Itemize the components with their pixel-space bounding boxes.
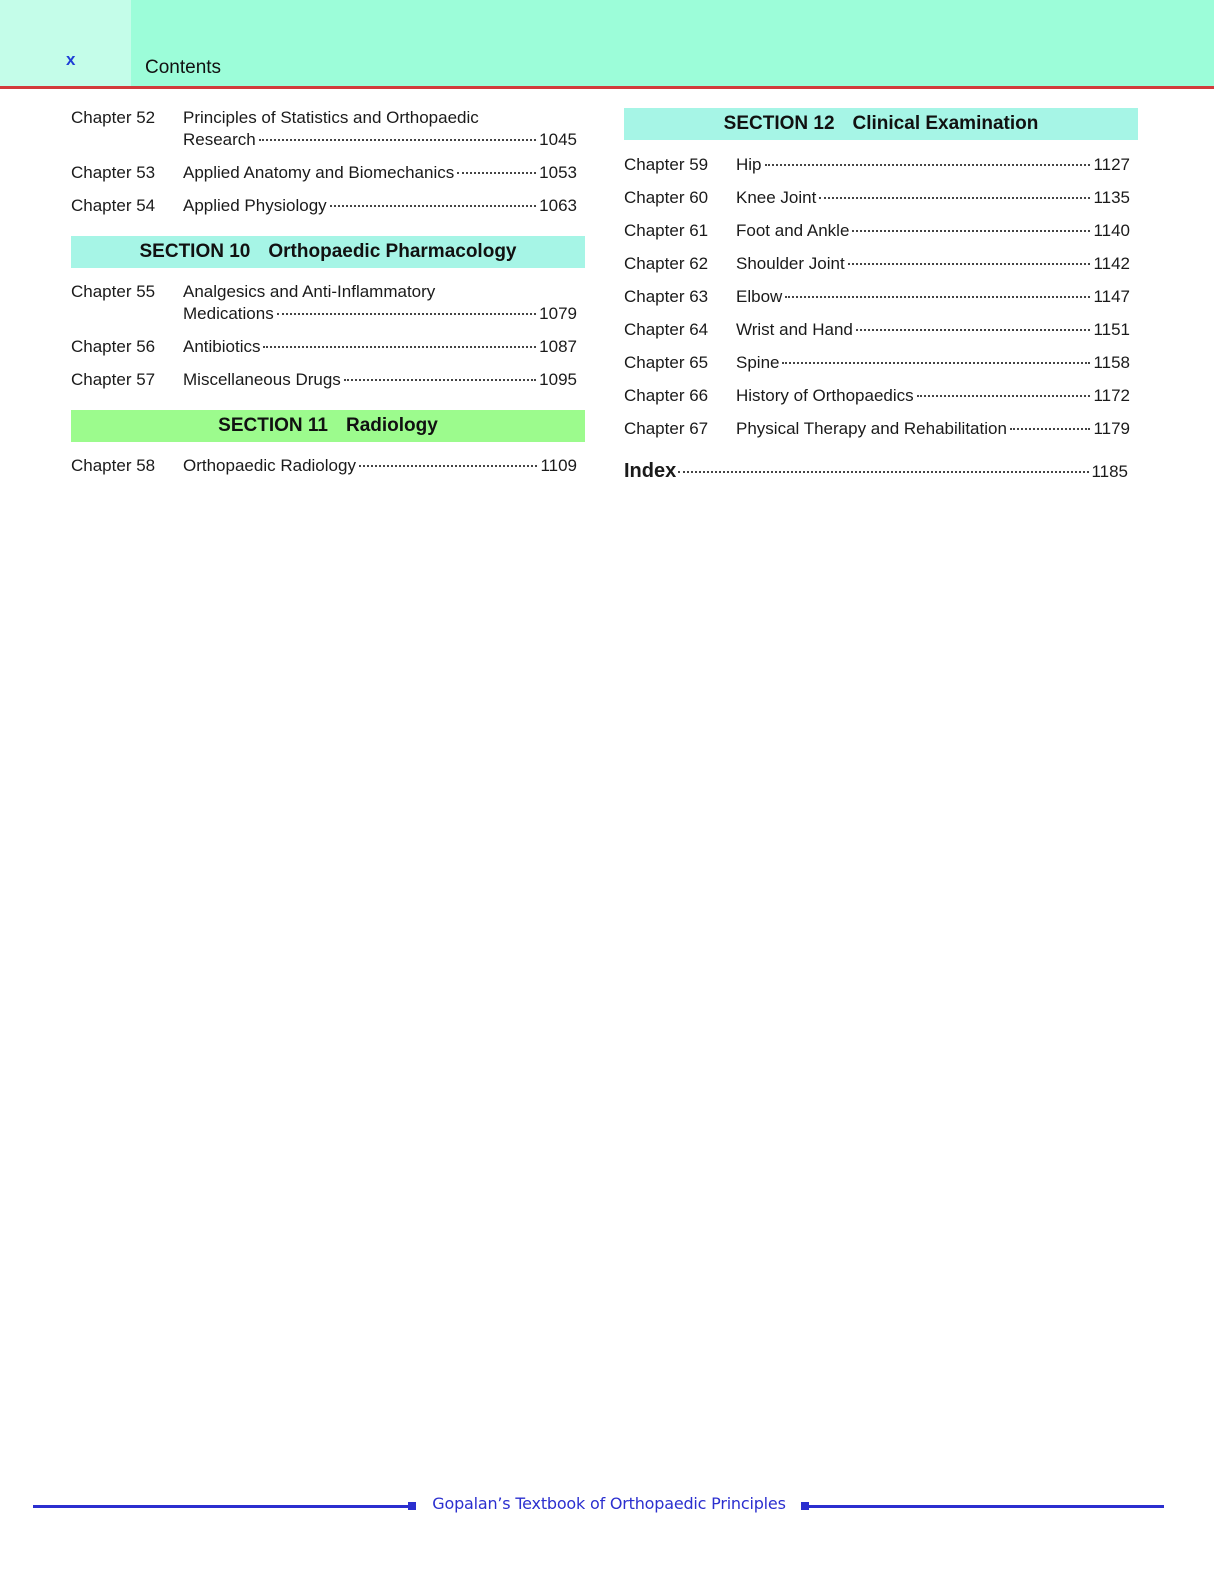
toc-entry[interactable] — [624, 352, 1138, 374]
chapter-title: Applied Physiology — [183, 196, 327, 215]
page-number: 1109 — [540, 456, 577, 475]
section-heading — [71, 410, 585, 442]
leader-dots — [1010, 427, 1091, 430]
toc-entry[interactable] — [624, 286, 1138, 308]
index-page: 1185 — [1091, 462, 1128, 481]
chapter-title-line — [183, 281, 577, 303]
chapter-title-line — [736, 385, 1130, 407]
chapter-title: History of Orthopaedics — [736, 386, 914, 405]
toc-entry[interactable] — [71, 455, 585, 477]
chapter-title-line — [183, 162, 577, 184]
chapter-number: Chapter 66 — [624, 386, 709, 405]
chapter-title: Elbow — [736, 287, 783, 306]
leader-dots — [277, 312, 536, 315]
chapter-title-line — [736, 286, 1130, 308]
toc-index-entry[interactable] — [624, 460, 1128, 483]
chapter-title-line — [736, 253, 1130, 275]
toc-entry[interactable] — [71, 281, 585, 325]
toc-entry[interactable] — [624, 418, 1138, 440]
leader-dots — [819, 196, 1090, 199]
chapter-title-block — [736, 385, 1130, 407]
leader-dots — [263, 345, 536, 348]
toc-entry[interactable] — [71, 369, 585, 391]
leader-dots — [678, 470, 1089, 473]
chapter-title: Antibiotics — [183, 337, 261, 356]
section-label: SECTION 11 — [218, 415, 328, 436]
chapter-title: Research — [183, 130, 256, 149]
chapter-title-block — [183, 107, 577, 151]
chapter-title-block — [183, 281, 577, 325]
chapter-title-block — [736, 253, 1130, 275]
page-number: 1142 — [1093, 254, 1130, 273]
leader-dots — [856, 328, 1091, 331]
chapter-number: Chapter 64 — [624, 320, 709, 339]
chapter-title-block — [736, 154, 1130, 176]
chapter-title-block — [736, 352, 1130, 374]
chapter-title-line — [183, 455, 577, 477]
chapter-title: Knee Joint — [736, 188, 817, 207]
chapter-title: Shoulder Joint — [736, 254, 845, 273]
page-number: 1158 — [1093, 353, 1130, 372]
toc-entry[interactable] — [71, 162, 585, 184]
leader-dots — [782, 361, 1090, 364]
chapter-title-block — [736, 319, 1130, 341]
leader-dots — [785, 295, 1090, 298]
toc-chapter-group — [71, 281, 585, 391]
footer-rule-left — [33, 1505, 413, 1508]
chapter-number: Chapter 57 — [71, 370, 156, 389]
page-number: 1179 — [1093, 419, 1130, 438]
leader-dots — [457, 171, 536, 174]
chapter-title: Principles of Statistics and Orthopaedic — [183, 108, 479, 127]
chapter-title: Foot and Ankle — [736, 221, 850, 240]
leader-dots — [917, 394, 1091, 397]
section-heading — [624, 108, 1138, 140]
page-number: x — [66, 50, 76, 69]
section-title: Radiology — [345, 415, 438, 436]
toc-entry[interactable] — [624, 253, 1138, 275]
chapter-number: Chapter 52 — [71, 108, 156, 127]
chapter-title: Applied Anatomy and Biomechanics — [183, 163, 455, 182]
page-number: 1135 — [1093, 188, 1130, 207]
chapter-title-line — [736, 352, 1130, 374]
chapter-number: Chapter 58 — [71, 456, 156, 475]
section-label: SECTION 10 — [139, 241, 251, 262]
page-number: 1079 — [539, 304, 577, 323]
chapter-title-line — [736, 154, 1130, 176]
toc-entry[interactable] — [624, 220, 1138, 242]
chapter-title-block — [736, 220, 1130, 242]
toc-chapter-group — [71, 455, 585, 477]
chapter-number: Chapter 60 — [624, 188, 709, 207]
chapter-title-line — [183, 195, 577, 217]
section-title: Clinical Examination — [852, 113, 1039, 134]
chapter-title-line — [736, 319, 1130, 341]
toc-entry[interactable] — [71, 195, 585, 217]
toc-entry[interactable] — [624, 319, 1138, 341]
index-label: Index — [624, 460, 677, 482]
page-number: 1140 — [1093, 221, 1130, 240]
toc-right-column — [624, 108, 1138, 483]
page-number-block — [0, 0, 131, 86]
chapter-title: Analgesics and Anti-Inflammatory — [183, 282, 436, 301]
toc-left-column — [71, 107, 585, 488]
page-number: 1151 — [1093, 320, 1130, 339]
footer-rule-right — [806, 1505, 1164, 1508]
page-number: 1053 — [539, 163, 577, 182]
chapter-number: Chapter 54 — [71, 196, 156, 215]
chapter-title-line — [736, 418, 1130, 440]
chapter-title-line — [736, 220, 1130, 242]
leader-dots — [852, 229, 1090, 232]
chapter-number: Chapter 53 — [71, 163, 156, 182]
chapter-number: Chapter 56 — [71, 337, 156, 356]
chapter-title-line — [183, 369, 577, 391]
toc-entry[interactable] — [624, 154, 1138, 176]
page-number: 1045 — [539, 130, 577, 149]
chapter-title: Spine — [736, 353, 780, 372]
chapter-title-block — [183, 162, 577, 184]
footer-book-title: Gopalan’s Textbook of Orthopaedic Principles — [432, 1494, 786, 1513]
leader-dots — [330, 204, 537, 207]
section-title: Orthopaedic Pharmacology — [268, 241, 517, 262]
leader-dots — [259, 138, 536, 141]
toc-entry[interactable] — [71, 107, 585, 151]
chapter-title-line — [183, 303, 577, 325]
chapter-title-block — [183, 369, 577, 391]
page-number: 1127 — [1093, 155, 1130, 174]
page-header — [0, 0, 1214, 89]
chapter-title-block — [183, 336, 577, 358]
chapter-title-block — [183, 195, 577, 217]
chapter-title: Wrist and Hand — [736, 320, 853, 339]
chapter-title: Physical Therapy and Rehabilitation — [736, 419, 1007, 438]
chapter-number: Chapter 55 — [71, 282, 156, 301]
footer-square-left — [408, 1502, 416, 1510]
chapter-number: Chapter 67 — [624, 419, 709, 438]
leader-dots — [344, 378, 536, 381]
chapter-number: Chapter 65 — [624, 353, 709, 372]
page-number: 1172 — [1093, 386, 1130, 405]
chapter-number: Chapter 63 — [624, 287, 709, 306]
chapter-title: Orthopaedic Radiology — [183, 456, 356, 475]
header-title: Contents — [145, 57, 222, 78]
chapter-title: Medications — [183, 304, 274, 323]
section-heading — [71, 236, 585, 268]
chapter-title: Miscellaneous Drugs — [183, 370, 341, 389]
page-number: 1087 — [539, 337, 577, 356]
section-label: SECTION 12 — [723, 113, 835, 134]
page-number: 1095 — [539, 370, 577, 389]
toc-chapter-group — [71, 107, 585, 217]
leader-dots — [359, 464, 537, 467]
chapter-title-line — [183, 336, 577, 358]
chapter-title-line — [183, 107, 577, 129]
chapter-number: Chapter 61 — [624, 221, 709, 240]
leader-dots — [848, 262, 1091, 265]
chapter-title-block — [736, 187, 1130, 209]
chapter-title-block — [183, 455, 577, 477]
toc-chapter-group — [624, 154, 1138, 440]
chapter-title: Hip — [736, 155, 762, 174]
chapter-number: Chapter 62 — [624, 254, 709, 273]
page-number: 1063 — [539, 196, 577, 215]
chapter-title-line — [736, 187, 1130, 209]
chapter-title-line — [183, 129, 577, 151]
chapter-title-block — [736, 418, 1130, 440]
leader-dots — [765, 163, 1091, 166]
chapter-number: Chapter 59 — [624, 155, 709, 174]
toc-entry[interactable] — [624, 385, 1138, 407]
toc-entry[interactable] — [71, 336, 585, 358]
toc-entry[interactable] — [624, 187, 1138, 209]
page-number: 1147 — [1093, 287, 1130, 306]
chapter-title-block — [736, 286, 1130, 308]
